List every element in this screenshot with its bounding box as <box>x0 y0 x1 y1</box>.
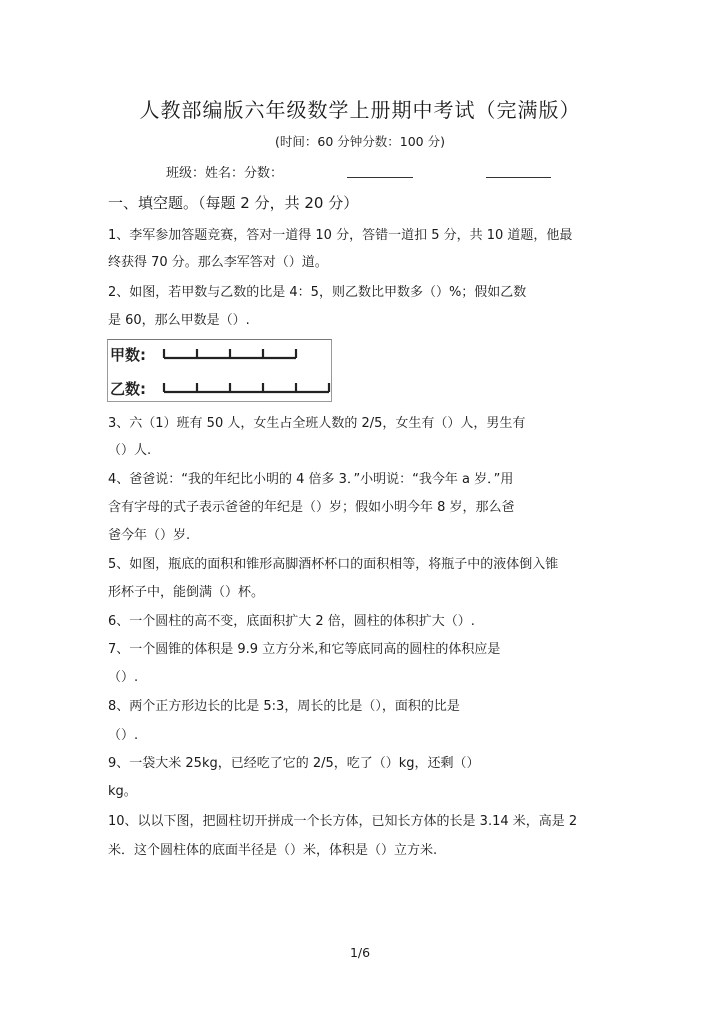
blank-line-1 <box>347 177 413 178</box>
question-8-line-1: 8、两个正方形边长的比是 5:3，周长的比是（），面积的比是 <box>108 699 460 714</box>
question-10-line-2: 米．这个圆柱体的底面半径是（）米，体积是（）立方米. <box>108 843 438 858</box>
question-5-line-1: 5、如图，瓶底的面积和锥形高脚酒杯杯口的面积相等，将瓶子中的液体倒入锥 <box>108 557 559 572</box>
question-3-line-1: 3、六（1）班有 50 人，女生占全班人数的 2/5，女生有（）人，男生有 <box>108 416 526 431</box>
figure-label-a: 甲数: <box>110 346 146 364</box>
question-2-line-2: 是 60，那么甲数是（）. <box>108 313 250 328</box>
ratio-bar-a <box>164 349 296 358</box>
section-heading: 一、填空题。（每题 2 分，共 20 分） <box>108 194 359 212</box>
question-9-line-1: 9、一袋大米 25kg，已经吃了它的 2/5，吃了（）kg，还剩（） <box>108 756 480 771</box>
question-8-line-2: （）. <box>108 728 139 743</box>
question-3-line-2: （）人. <box>108 443 152 458</box>
exam-subtitle: (时间：60 分钟分数：100 分) <box>275 134 445 149</box>
question-9-line-2: kg。 <box>108 784 137 799</box>
question-10-line-1: 10、以以下图，把圆柱切开拼成一个长方体，已知长方体的长是 3.14 米，高是 2 <box>108 814 578 829</box>
figure-label-b: 乙数: <box>110 380 146 398</box>
question-1-line-2: 终获得 70 分。那么李军答对（）道。 <box>108 255 328 270</box>
question-6-line-1: 6、一个圆柱的高不变，底面积扩大 2 倍，圆柱的体积扩大（）. <box>108 614 475 629</box>
question-5-line-2: 形杯子中，能倒满（）杯。 <box>108 585 265 600</box>
ratio-figure <box>107 339 332 402</box>
question-4-line-3: 爸今年（）岁. <box>108 528 191 543</box>
blank-line-2 <box>486 177 551 178</box>
question-4-line-2: 含有字母的式子表示爸爸的年纪是（）岁；假如小明今年 8 岁，那么爸 <box>108 500 515 515</box>
question-7-line-2: （）. <box>108 670 139 685</box>
question-7-line-1: 7、一个圆锥的体积是 9.9 立方分米,和它等底同高的圆柱的体积应是 <box>108 642 501 657</box>
student-info-line: 班级：姓名：分数： <box>166 166 284 181</box>
page-number: 1/6 <box>349 945 371 960</box>
question-4-line-1: 4、爸爸说：“我的年纪比小明的 4 倍多 3．”小明说：“我今年 a 岁．”用 <box>108 472 514 487</box>
page-title: 人教部编版六年级数学上册期中考试（完满版） <box>139 98 581 122</box>
question-2-line-1: 2、如图，若甲数与乙数的比是 4：5，则乙数比甲数多（）%；假如乙数 <box>108 285 527 300</box>
ratio-bars <box>108 340 331 401</box>
ratio-bar-b <box>164 383 329 392</box>
question-1-line-1: 1、李军参加答题竞赛，答对一道得 10 分，答错一道扣 5 分，共 10 道题，他最 <box>108 228 573 243</box>
